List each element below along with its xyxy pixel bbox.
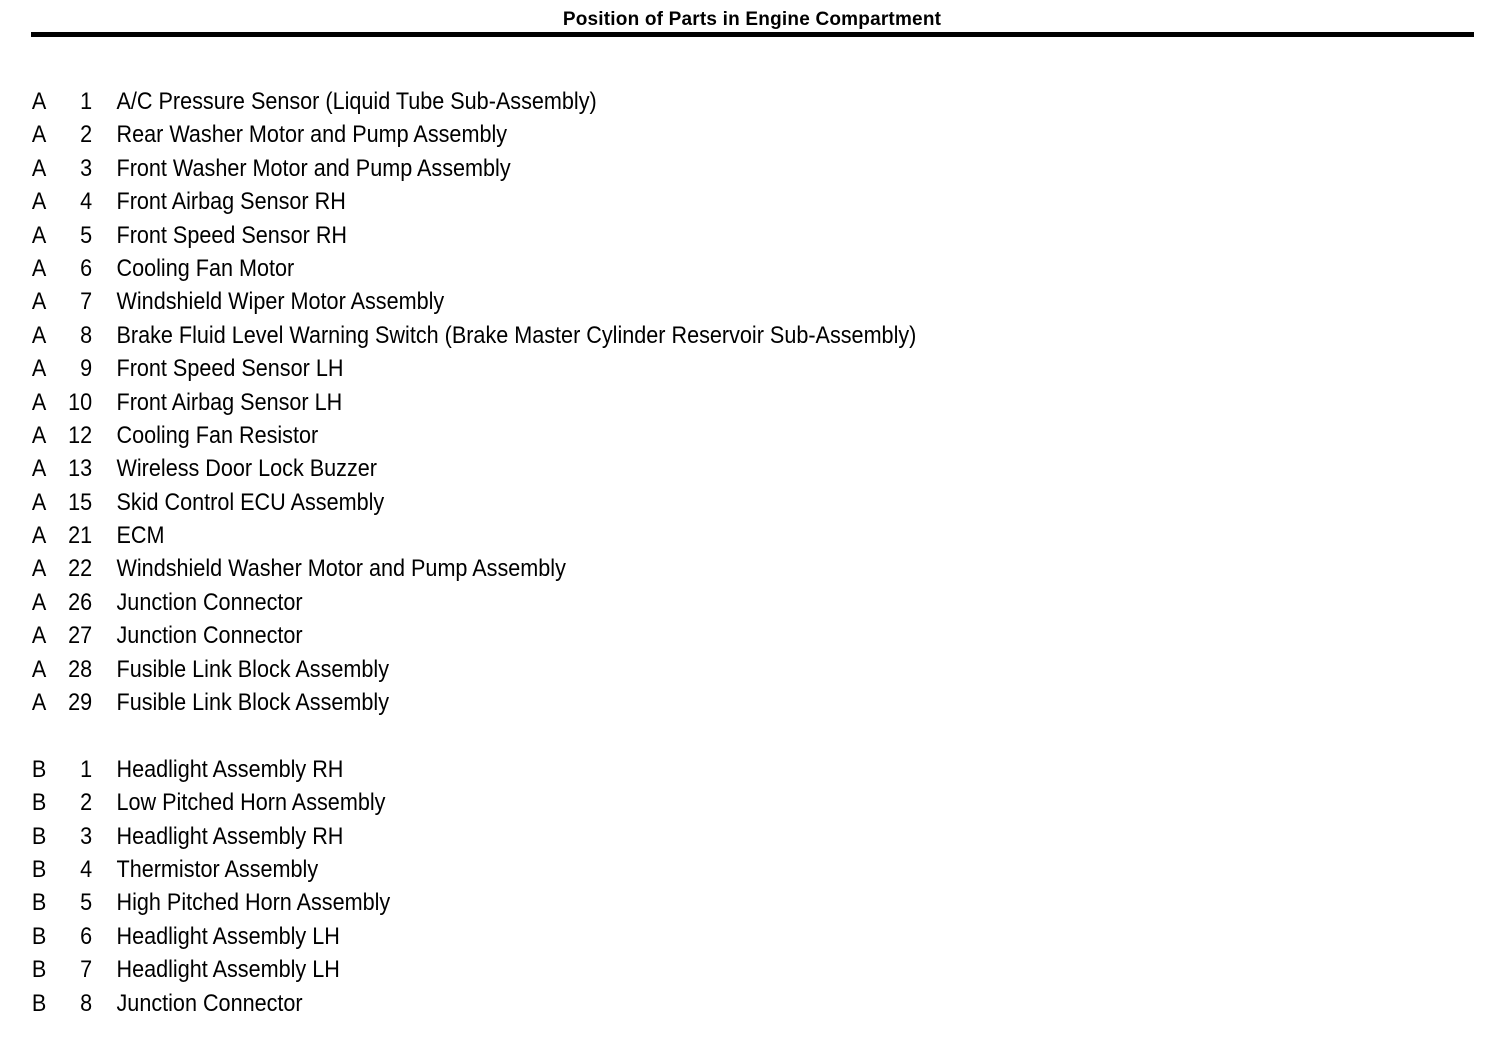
parts-list [31,85,1471,1020]
part-name: A/C Pressure Sensor (Liquid Tube Sub-Assembly) [116,88,597,115]
part-number: 10 [68,388,93,416]
part-zone: A [31,254,47,282]
part-number: 7 [80,288,93,316]
part-row [31,486,1327,519]
part-zone: A [31,689,47,717]
part-name: Front Speed Sensor RH [116,221,348,249]
part-row [31,987,1327,1020]
part-row [31,452,1327,485]
part-name: ECM [116,522,165,550]
part-number: 29 [68,689,93,717]
part-row [31,252,1327,285]
part-zone: A [31,421,47,449]
part-name: Skid Control ECU Assembly [116,488,385,516]
part-row [31,686,1327,719]
part-zone: A [31,221,47,249]
part-zone: A [31,588,47,616]
part-number: 8 [80,321,93,349]
part-name: Wireless Door Lock Buzzer [116,455,377,483]
part-row [31,386,1327,419]
part-name: Cooling Fan Motor [116,254,295,282]
part-name: Windshield Washer Motor and Pump Assembly [116,555,566,583]
part-zone: A [31,655,47,683]
part-name: Thermistor Assembly [116,855,319,883]
part-number: 1 [80,88,93,115]
part-zone: B [31,922,47,950]
part-name: Fusible Link Block Assembly [116,689,390,717]
part-zone: B [31,822,47,850]
part-zone: B [31,989,47,1017]
part-zone: A [31,555,47,583]
part-name: Headlight Assembly RH [116,822,344,850]
part-name: Headlight Assembly LH [116,922,340,950]
part-row [31,786,1327,819]
part-row [31,853,1327,886]
part-number: 5 [80,221,93,249]
part-name: High Pitched Horn Assembly [116,889,391,917]
part-number: 2 [80,121,93,149]
part-number: 3 [80,154,93,182]
part-name: Front Speed Sensor LH [116,355,344,383]
part-name: Junction Connector [116,622,303,650]
part-zone: A [31,321,47,349]
part-row [31,753,1327,786]
part-row [31,653,1327,686]
part-number: 5 [80,889,93,917]
part-number: 27 [68,622,93,650]
part-name: Front Airbag Sensor LH [116,388,343,416]
part-number: 21 [68,522,93,550]
part-number: 26 [68,588,93,616]
part-number: 4 [80,188,93,216]
part-group-b [31,753,1471,1020]
part-row [31,920,1327,953]
part-number: 8 [80,989,93,1017]
part-row [31,319,1327,352]
part-number: 12 [68,421,93,449]
part-zone: B [31,755,47,783]
part-row [31,85,1327,118]
part-zone: A [31,355,47,383]
part-name: Front Washer Motor and Pump Assembly [116,154,511,182]
part-number: 1 [80,755,93,783]
part-zone: A [31,522,47,550]
part-row [31,552,1327,585]
part-zone: A [31,622,47,650]
part-row [31,820,1327,853]
part-row [31,586,1327,619]
part-zone: A [31,154,47,182]
part-name: Rear Washer Motor and Pump Assembly [116,121,508,149]
part-group-a [31,85,1471,719]
part-number: 15 [68,488,93,516]
part-zone: B [31,956,47,984]
part-number: 22 [68,555,93,583]
part-row [31,118,1327,151]
part-name: Windshield Wiper Motor Assembly [116,288,445,316]
part-number: 28 [68,655,93,683]
part-zone: A [31,88,47,115]
part-zone: A [31,188,47,216]
part-name: Front Airbag Sensor RH [116,188,346,216]
title-divider [31,32,1474,37]
part-number: 2 [80,789,93,817]
part-row [31,519,1327,552]
part-name: Fusible Link Block Assembly [116,655,390,683]
part-row [31,886,1327,919]
part-name: Headlight Assembly RH [116,755,344,783]
part-zone: B [31,855,47,883]
page-title: Position of Parts in Engine Compartment [562,9,942,30]
part-zone: B [31,889,47,917]
part-name: Junction Connector [116,989,303,1017]
part-number: 13 [68,455,93,483]
part-row [31,619,1327,652]
part-number: 6 [80,922,93,950]
part-row [31,285,1327,318]
part-number: 6 [80,254,93,282]
part-row [31,953,1327,986]
part-name: Cooling Fan Resistor [116,421,319,449]
part-name: Brake Fluid Level Warning Switch (Brake Master Cylinder Reservoir Sub-Assembly) [116,321,917,349]
part-zone: A [31,455,47,483]
part-number: 7 [80,956,93,984]
part-name: Low Pitched Horn Assembly [116,789,386,817]
part-row [31,419,1327,452]
part-zone: B [31,789,47,817]
part-row [31,352,1327,385]
part-zone: A [31,288,47,316]
part-number: 3 [80,822,93,850]
part-zone: A [31,121,47,149]
part-row [31,185,1327,218]
part-number: 9 [80,355,93,383]
part-zone: A [31,488,47,516]
part-row [31,152,1327,185]
part-number: 4 [80,855,93,883]
part-name: Headlight Assembly LH [116,956,340,984]
part-zone: A [31,388,47,416]
part-name: Junction Connector [116,588,303,616]
part-row [31,219,1327,252]
